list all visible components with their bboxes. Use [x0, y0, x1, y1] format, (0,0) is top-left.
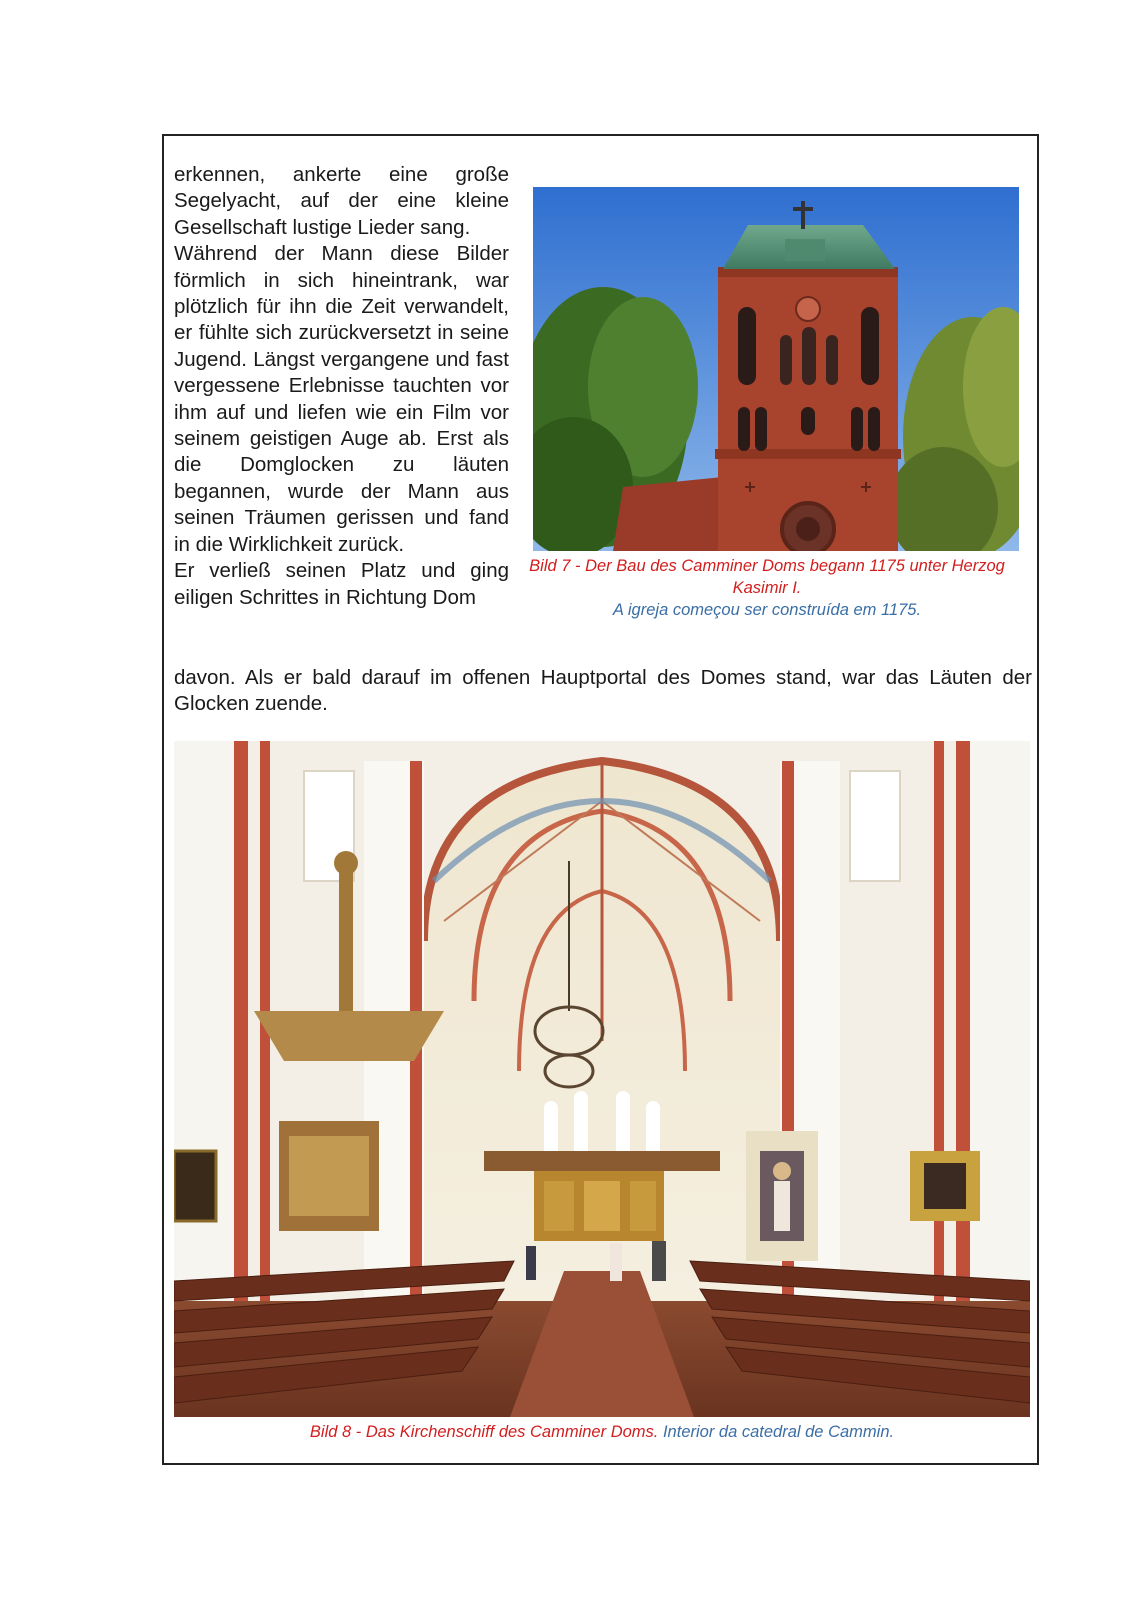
- figure8-caption: [174, 1421, 1030, 1443]
- figure7-caption-pt: A igreja começou ser construída em 1175.: [612, 601, 922, 619]
- text-column: [174, 162, 509, 611]
- full-width-text: [174, 665, 1032, 718]
- figure7-caption-de: Bild 7 - Der Bau des Camminer Doms begann 1175 unter Herzog Kasimir I.: [529, 557, 1005, 597]
- page-frame: [162, 134, 1039, 1465]
- paragraph-1: erkennen, ankerte eine große Segelyacht, auf der eine kleine Gesellschaft lustige Lieder sang.: [174, 163, 509, 239]
- figure8-caption-pt: Interior da catedral de Cammin.: [662, 1423, 895, 1441]
- paragraph-3: Er verließ seinen Platz und ging eiligen Schrittes in Richtung Dom: [174, 559, 509, 609]
- paragraph-2: Während der Mann diese Bilder förmlich in sich hineintrank, war plötzlich für ihn die Zeit verwandelt, er fühlte sich zurückversetzt in seine Jugend. Längst vergangene und fast vergessene Erlebnisse tauchten vor ihm auf und liefen wie ein Film vor seinem geistigen Auge ab. Erst als die Domglocken zu läuten begannen, wurde der Mann aus seinen Träumen gerissen und fand in die Wirklichkeit zurück.: [174, 242, 509, 556]
- cathedral-nave-photo: [174, 741, 1030, 1417]
- figure8-caption-de: Bild 8 - Das Kirchenschiff des Camminer Doms.: [309, 1423, 659, 1441]
- paragraph-continued: davon. Als er bald darauf im offenen Hauptportal des Domes stand, war das Läuten der Glocken zuende.: [174, 666, 1032, 716]
- cathedral-tower-photo: [533, 187, 1019, 551]
- figure7-caption: [524, 555, 1010, 621]
